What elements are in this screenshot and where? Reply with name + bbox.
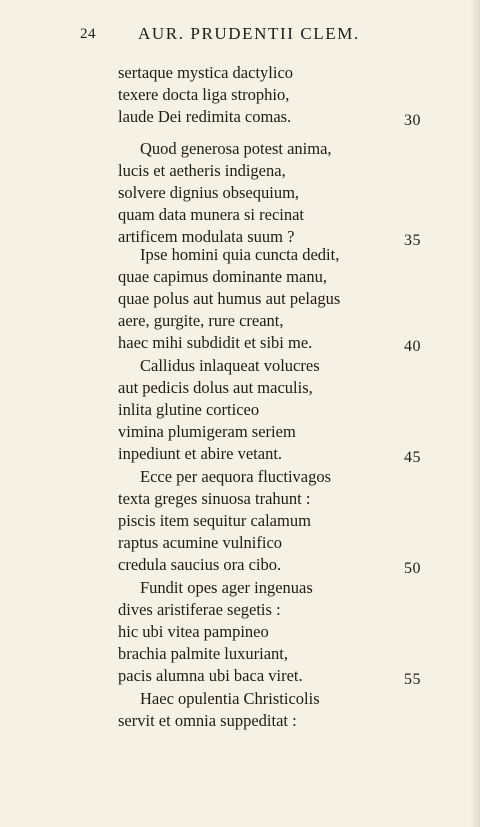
- page-edge-shadow: [470, 0, 480, 827]
- line-number: 45: [404, 449, 421, 466]
- verse-line: laude Dei redimita comas.: [118, 107, 292, 126]
- verse-line: haec mihi subdidit et sibi me.: [118, 333, 313, 352]
- line-number: 35: [404, 232, 421, 249]
- verse-line: aere, gurgite, rure creant,: [118, 311, 284, 330]
- verse-line: quae polus aut humus aut pelagus: [118, 289, 341, 308]
- verse-line: inlita glutine corticeo: [118, 400, 260, 419]
- verse-line: Ipse homini quia cuncta dedit,: [140, 245, 340, 264]
- verse-line: pacis alumna ubi baca viret.: [118, 666, 303, 685]
- verse-line: credula saucius ora cibo.: [118, 555, 282, 574]
- verse-line: brachia palmite luxuriant,: [118, 644, 288, 663]
- verse-line: Callidus inlaqueat volucres: [140, 356, 320, 375]
- verse-line: vimina plumigeram seriem: [118, 422, 296, 441]
- verse-line: lucis et aetheris indigena,: [118, 161, 286, 180]
- line-number: 40: [404, 338, 421, 355]
- verse-line: Quod generosa potest anima,: [140, 139, 332, 158]
- verse-line: servit et omnia suppeditat :: [118, 711, 297, 730]
- verse-line: Fundit opes ager ingenuas: [140, 578, 313, 597]
- verse-line: Haec opulentia Christicolis: [140, 689, 320, 708]
- verse-line: quae capimus dominante manu,: [118, 267, 327, 286]
- verse-line: artificem modulata suum ?: [118, 227, 295, 246]
- verse-line: inpediunt et abire vetant.: [118, 444, 283, 463]
- line-number: 55: [404, 671, 421, 688]
- verse-line: quam data munera si recinat: [118, 205, 305, 224]
- page-number: 24: [80, 26, 96, 42]
- verse-line: hic ubi vitea pampineo: [118, 622, 269, 641]
- verse-line: texta greges sinuosa trahunt :: [118, 489, 311, 508]
- line-number: 30: [404, 112, 421, 129]
- running-title: AUR. PRUDENTII CLEM.: [138, 24, 360, 43]
- verse-line: aut pedicis dolus aut maculis,: [118, 378, 313, 397]
- verse-line: sertaque mystica dactylico: [118, 63, 294, 82]
- line-number: 50: [404, 560, 421, 577]
- verse-line: solvere dignius obsequium,: [118, 183, 300, 202]
- verse-line: piscis item sequitur calamum: [118, 511, 311, 530]
- verse-line: Ecce per aequora fluctivagos: [140, 467, 332, 486]
- verse-line: dives aristiferae segetis :: [118, 600, 281, 619]
- verse-line: texere docta liga strophio,: [118, 85, 290, 104]
- verse-line: raptus acumine vulnifico: [118, 533, 283, 552]
- running-header: [80, 24, 380, 48]
